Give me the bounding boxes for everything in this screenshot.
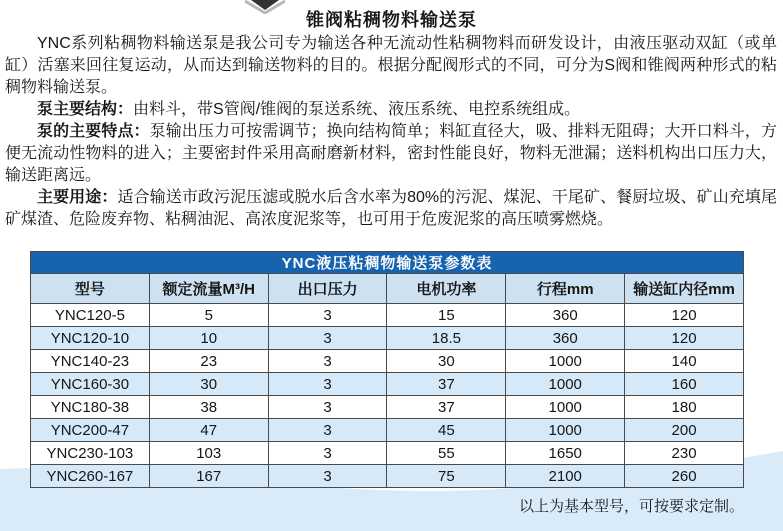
table-cell: 45 — [387, 419, 506, 442]
table-cell: 160 — [625, 373, 744, 396]
table-row — [31, 373, 744, 396]
table-title: YNC液压粘稠物输送泵参数表 — [31, 252, 744, 274]
description-text-block — [0, 28, 783, 231]
table-cell: 3 — [268, 465, 387, 488]
table-cell: 75 — [387, 465, 506, 488]
column-header: 出口压力 — [268, 274, 387, 304]
table-cell: 18.5 — [387, 327, 506, 350]
table-cell: 200 — [625, 419, 744, 442]
table-cell: 47 — [149, 419, 268, 442]
table-cell: 37 — [387, 373, 506, 396]
table-cell: YNC230-103 — [31, 442, 150, 465]
table-cell: 38 — [149, 396, 268, 419]
title-row — [0, 0, 783, 28]
table-cell: 5 — [149, 304, 268, 327]
table-cell: YNC120-5 — [31, 304, 150, 327]
table-cell: 3 — [268, 327, 387, 350]
table-cell: 37 — [387, 396, 506, 419]
footer-note: 以上为基本型号，可按要求定制。 — [518, 498, 744, 515]
table-cell: 3 — [268, 304, 387, 327]
table-cell: 2100 — [506, 465, 625, 488]
table-cell: 180 — [625, 396, 744, 419]
table-cell: 260 — [625, 465, 744, 488]
table-row — [31, 396, 744, 419]
column-header: 型号 — [31, 274, 150, 304]
table-cell: 167 — [149, 465, 268, 488]
table-cell: 120 — [625, 304, 744, 327]
features-label: 泵的主要特点： — [37, 123, 150, 140]
table-row — [31, 350, 744, 373]
table-cell: YNC160-30 — [31, 373, 150, 396]
table-row — [31, 442, 744, 465]
table-cell: 3 — [268, 373, 387, 396]
column-header: 行程mm — [506, 274, 625, 304]
table-cell: 15 — [387, 304, 506, 327]
structure-text: 由料斗，带S管阀/锥阀的泵送系统、液压系统、电控系统组成。 — [133, 101, 581, 118]
table-cell: 120 — [625, 327, 744, 350]
table-cell: 1650 — [506, 442, 625, 465]
usage-label: 主要用途： — [37, 189, 118, 206]
table-cell: 3 — [268, 419, 387, 442]
table-row — [31, 304, 744, 327]
table-cell: 30 — [387, 350, 506, 373]
table-cell: YNC120-10 — [31, 327, 150, 350]
table-body — [31, 304, 744, 488]
table-cell: 3 — [268, 442, 387, 465]
table-cell: 30 — [149, 373, 268, 396]
table-cell: 1000 — [506, 396, 625, 419]
usage-text: 适合输送市政污泥压滤或脱水后含水率为80%的污泥、煤泥、干尾矿、餐厨垃圾、矿山充填尾矿煤渣、危险废弃物、粘稠油泥、高浓度泥浆等，也可用于危废泥浆的高压喷雾燃烧。 — [5, 189, 777, 228]
table-title-row — [31, 252, 744, 274]
table-cell: 230 — [625, 442, 744, 465]
column-header: 电机功率 — [387, 274, 506, 304]
table-cell: 140 — [625, 350, 744, 373]
table-cell: 360 — [506, 304, 625, 327]
table-cell: YNC200-47 — [31, 419, 150, 442]
features-paragraph — [5, 121, 777, 187]
table-cell: YNC140-23 — [31, 350, 150, 373]
diamond-bullet-icon — [242, 0, 288, 14]
table-cell: 3 — [268, 396, 387, 419]
table-cell: 103 — [149, 442, 268, 465]
table-cell: 3 — [268, 350, 387, 373]
table-cell: 1000 — [506, 350, 625, 373]
table-cell: YNC180-38 — [31, 396, 150, 419]
table-cell: 1000 — [506, 373, 625, 396]
structure-paragraph — [5, 99, 777, 121]
table-cell: 23 — [149, 350, 268, 373]
structure-label: 泵主要结构： — [37, 101, 134, 118]
usage-paragraph — [5, 187, 777, 231]
features-text: 泵输出压力可按需调节；换向结构简单；料缸直径大，吸、排料无阻碍；大开口料斗，方便无流动性物料的进入；主要密封件采用高耐磨新材料，密封性能良好，物料无泄漏；送料机构出口压力大，输送距离远。 — [5, 123, 777, 184]
table-header-row — [31, 274, 744, 304]
table-cell: 55 — [387, 442, 506, 465]
parameters-table — [30, 251, 744, 488]
table-row — [31, 419, 744, 442]
column-header: 输送缸内径mm — [625, 274, 744, 304]
table-cell: 1000 — [506, 419, 625, 442]
table-row — [31, 465, 744, 488]
table-row — [31, 327, 744, 350]
table-cell: 360 — [506, 327, 625, 350]
intro-paragraph: YNC系列粘稠物料输送泵是我公司专为输送各种无流动性粘稠物料而研发设计，由液压驱动双缸（或单缸）活塞来回往复运动，从而达到输送物料的目的。根据分配阀形式的不同，可分为S阀和锥阀两种形式的粘稠物料输送泵。 — [5, 35, 777, 96]
table-cell: 10 — [149, 327, 268, 350]
table-cell: YNC260-167 — [31, 465, 150, 488]
column-header: 额定流量M³/H — [149, 274, 268, 304]
page-title: 锥阀粘稠物料输送泵 — [306, 10, 477, 30]
